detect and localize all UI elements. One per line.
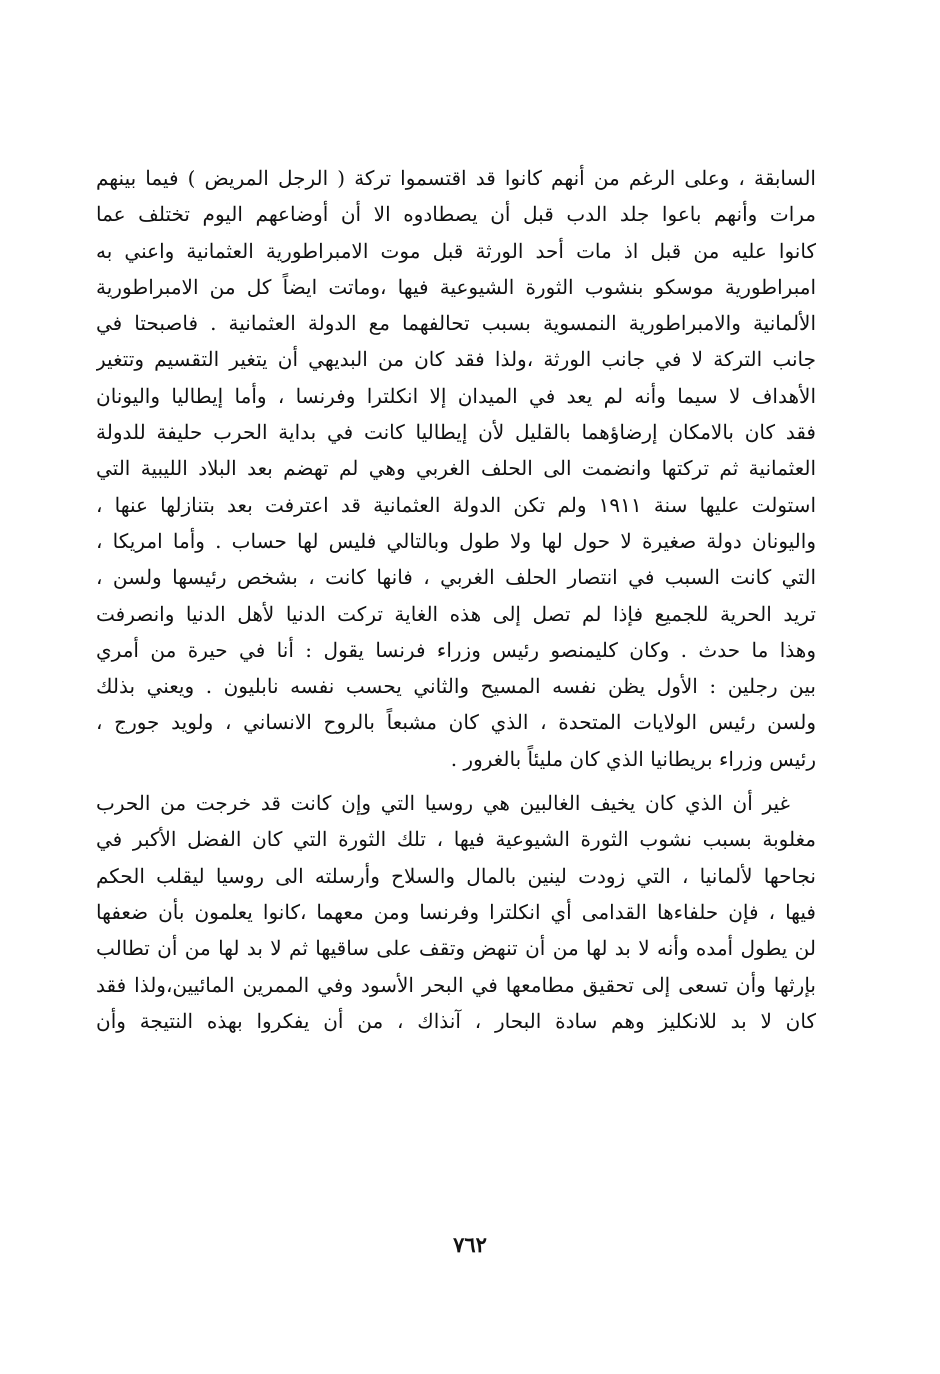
text-line: الألمانية والامبراطورية النمسوية بسبب تحالفهما مع الدولة العثمانية . فاصبحتا في	[96, 311, 816, 336]
paragraph-2	[96, 785, 816, 1039]
page-number: ٧٦٢	[453, 1232, 487, 1257]
text-line: مرات وأنهم باعوا جلد الدب قبل أن يصطادوه الا أن أوضاعهم اليوم تختلف عما	[96, 202, 816, 227]
text-line: فقد كان بالامكان إرضاؤهما بالقليل لأن إيطاليا كانت في بداية الحرب حليفة للدولة	[96, 420, 816, 445]
text-line: بإرثها وأن تسعى إلى تحقيق مطامعها في البحر الأسود وفي الممرين المائيين،ولذا فقد	[96, 972, 816, 997]
text-line: لن يطول أمده وأنه لا بد لها من أن تنهض وتقف على ساقيها ثم لا بد لها من أن تطالب	[96, 936, 816, 961]
text-line: السابقة ، وعلى الرغم من أنهم كانوا قد اقتسموا تركة ( الرجل المريض ) فيما بينهم	[96, 166, 816, 190]
text-line: تريد الحرية للجميع فإذا لم تصل إلى هذه الغاية تركت الدنيا لأهل الدنيا وانصرفت	[96, 601, 816, 626]
text-line: ولسن رئيس الولايات المتحدة ، الذي كان مشبعاً بالروح الانساني ، ولويد جورج ،	[96, 710, 816, 735]
text-line: فيها ، فإن حلفاءها القدامى أي انكلترا وفرنسا ومن معهما ،كانوا يعلمون بأن ضعفها	[96, 899, 816, 924]
text-line: وهذا ما حدث . وكان كليمنصو رئيس وزراء فرنسا يقول : أنا في حيرة من أمري	[96, 637, 816, 662]
text-line: نجاحها لألمانيا ، التي زودت لينين بالمال والسلاح وأرسلته الى روسيا ليقلب الحكم	[96, 863, 816, 888]
text-line: استولت عليها سنة ١٩١١ ولم تكن الدولة العثمانية قد اعترفت بعد بتنازلها عنها ،	[96, 492, 816, 517]
body-text	[96, 160, 816, 1039]
text-line: كانوا عليه من قبل اذ مات أحد الورثة قبل موت الامبراطورية العثمانية واعني به	[96, 238, 816, 263]
text-line: واليونان دولة صغيرة لا حول لها ولا طول وبالتالي فليس لها حساب . وأما امريكا ،	[96, 528, 816, 553]
text-line: امبراطورية موسكو بنشوب الثورة الشيوعية فيها ،وماتت ايضاً كل من الامبراطورية	[96, 274, 816, 299]
text-line: التي كانت السبب في انتصار الحلف الغربي ، فانها كانت ، بشخص رئيسها ولسن ،	[96, 565, 816, 590]
text-line: رئيس وزراء بريطانيا الذي كان مليئاً بالغرور .	[450, 746, 816, 771]
text-line: بين رجلين : الأول يظن نفسه المسيح والثاني يحسب نفسه نابليون . ويعني بذلك	[96, 674, 816, 699]
text-line: جانب التركة لا في جانب الورثة ،ولذا فقد كان من البديهي أن يتغير التقسيم وتتغير	[96, 347, 816, 372]
paragraph-1	[96, 160, 816, 777]
text-line: الأهداف لا سيما وأنه لم يعد في الميدان إلا انكلترا وفرنسا ، وأما إيطاليا واليونان	[96, 383, 816, 408]
text-line: العثمانية ثم تركتها وانضمت الى الحلف الغربي وهي لم تهضم بعد البلاد الليبية التي	[96, 456, 816, 481]
text-line: مغلوبة بسبب نشوب الثورة الشيوعية فيها ، تلك الثورة التي كان الفضل الأكبر في	[96, 827, 816, 852]
text-line: غير أن الذي كان يخيف الغالبين هي روسيا التي وإن كانت قد خرجت من الحرب	[96, 791, 790, 816]
text-line: كان لا بد للانكليز وهم سادة البحار ، آنذاك ، من أن يفكروا بهذه النتيجة وأن	[96, 1008, 816, 1033]
